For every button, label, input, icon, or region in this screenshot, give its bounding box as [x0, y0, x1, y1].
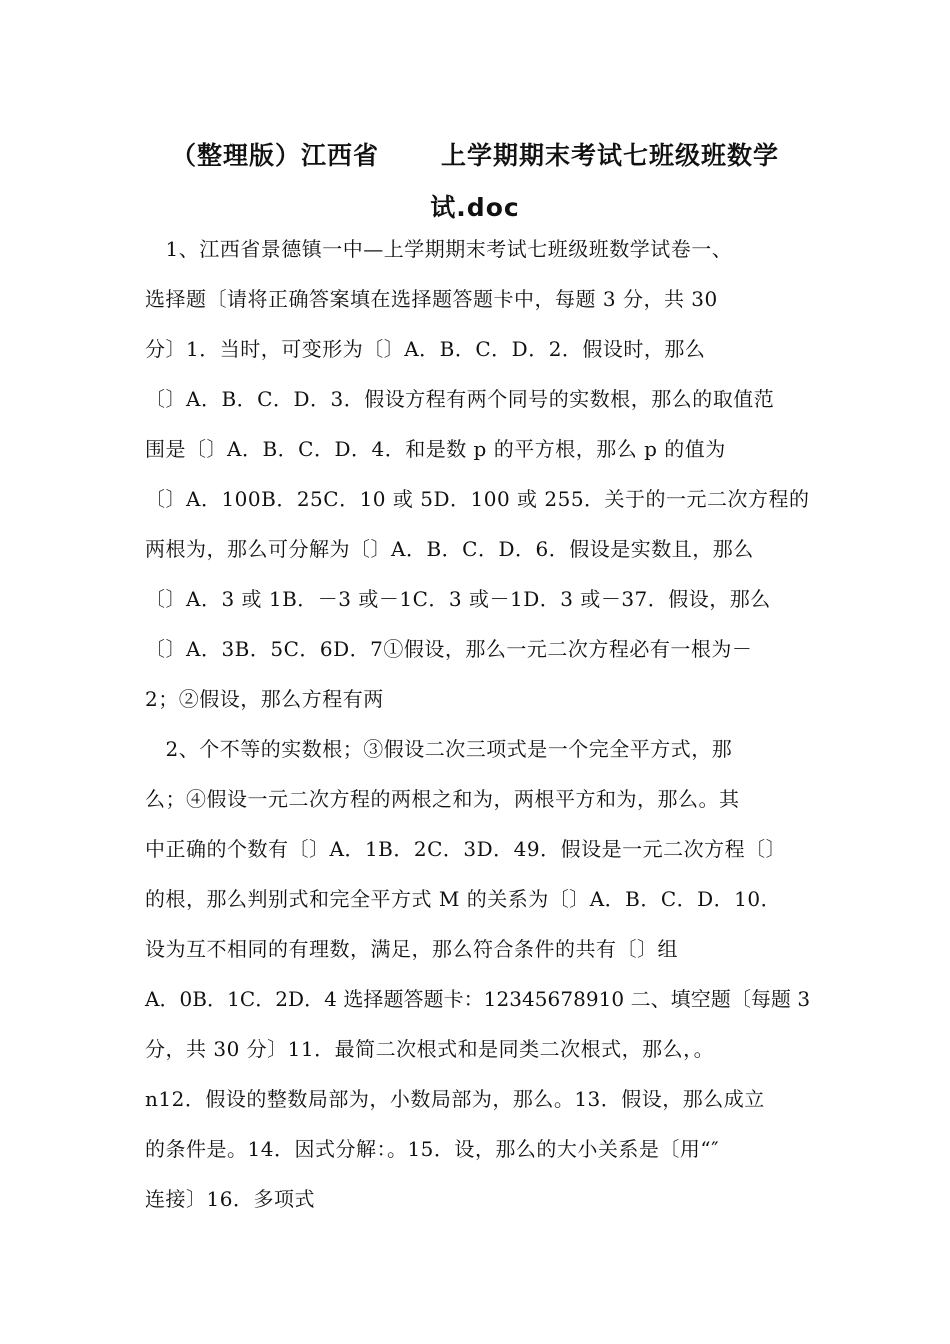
text-line: 的条件是。14．因式分解：。15．设，那么的大小关系是〔用“″ — [145, 1137, 720, 1161]
text-line: 分〕1．当时，可变形为〔〕A．B．C．D．2．假设时，那么 — [145, 337, 706, 361]
document-title — [140, 130, 810, 234]
text-line: 设为互不相同的有理数，满足，那么符合条件的共有〔〕组 — [145, 937, 678, 961]
text-line: 〔〕A．B．C．D．3．假设方程有两个同号的实数根，那么的取值范 — [145, 387, 775, 411]
title-line-1 — [140, 130, 810, 182]
text-line: 中正确的个数有〔〕A．1B．2C．3D．49．假设是一元二次方程〔〕 — [145, 837, 787, 861]
text-line: 两根为，那么可分解为〔〕A．B．C．D．6．假设是实数且，那么 — [145, 537, 754, 561]
text-line: 〔〕A．3 或 1B．－3 或－1C．3 或－1D．3 或－37．假设，那么 — [145, 587, 771, 611]
text-line: A．0B．1C．2D．4 选择题答题卡：12345678910 二、填空题〔每题 3 — [145, 987, 811, 1011]
text-line: 的根，那么判别式和完全平方式 M 的关系为〔〕A．B．C．D．10． — [145, 887, 782, 911]
text-line: 么；④假设一元二次方程的两根之和为，两根平方和为，那么。其 — [145, 787, 740, 811]
text-line: 〔〕A．3B．5C．6D．7①假设，那么一元二次方程必有一根为－ — [145, 637, 753, 661]
title-part-1: （整理版）江西省 — [170, 141, 379, 170]
title-part-2: 上学期期末考试七班级班数学 — [441, 141, 780, 170]
text-line: 选择题〔请将正确答案填在选择题答题卡中，每题 3 分，共 30 — [145, 287, 718, 311]
text-line: 围是〔〕A．B．C．D．4．和是数 p 的平方根，那么 p 的值为 — [145, 437, 726, 461]
text-line: 1、江西省景德镇一中—上学期期末考试七班级班数学试卷一、 — [145, 237, 733, 261]
text-line: 2；②假设，那么方程有两 — [145, 687, 384, 711]
text-line: n12．假设的整数局部为，小数局部为，那么。13．假设，那么成立 — [145, 1087, 765, 1111]
text-line: 分，共 30 分〕11．最简二次根式和是同类二次根式，那么，。 — [145, 1037, 715, 1061]
text-line: 〔〕A．100B．25C．10 或 5D．100 或 255．关于的一元二次方程的 — [145, 487, 810, 511]
text-line: 2、个不等的实数根；③假设二次三项式是一个完全平方式，那 — [145, 737, 733, 761]
text-line: 连接〕16．多项式 — [145, 1187, 315, 1211]
title-line-2: 试.doc — [430, 193, 520, 222]
